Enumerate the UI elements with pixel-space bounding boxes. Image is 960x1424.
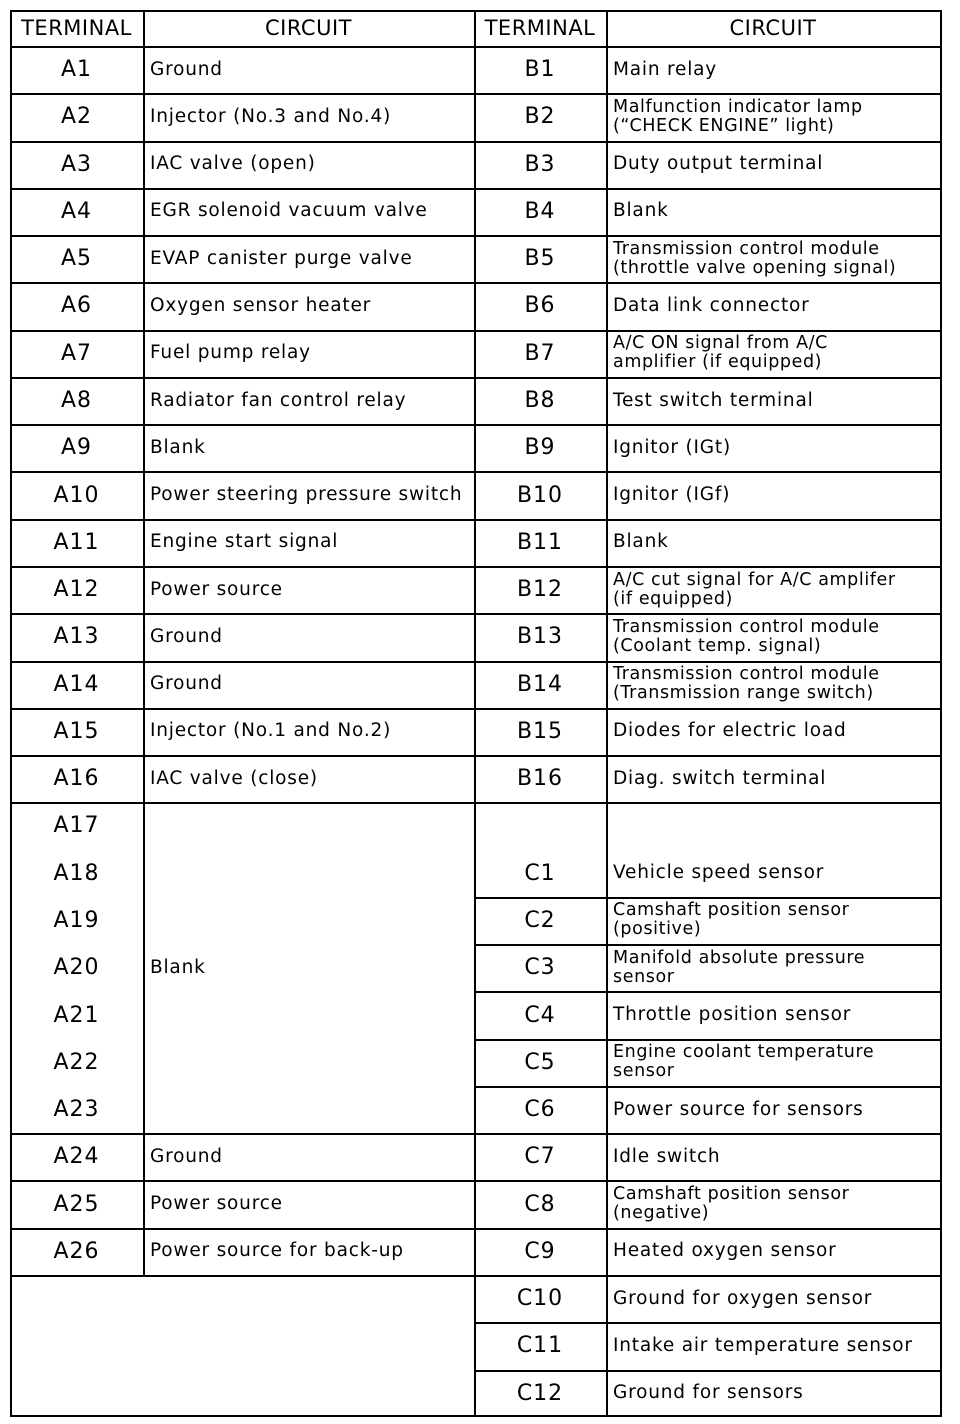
terminal-cell: C8 (524, 1191, 556, 1217)
terminal-cell: A12 (53, 577, 100, 603)
circuit-cell: Blank (613, 531, 669, 553)
terminal-cell: B11 (516, 529, 564, 555)
terminal-cell: B3 (524, 151, 556, 177)
terminal-cell: B8 (524, 388, 556, 413)
circuit-cell: Ground (150, 673, 223, 695)
circuit-cell: Test switch terminal (613, 389, 814, 411)
header-terminal-left: TERMINAL (21, 16, 132, 40)
circuit-cell: EGR solenoid vacuum valve (150, 200, 428, 222)
circuit-cell: Main relay (613, 58, 718, 80)
circuit-cell: Oxygen sensor heater (150, 294, 372, 316)
circuit-cell: Transmission control module (Coolant temp. signal) (613, 616, 880, 656)
circuit-cell: Throttle position sensor (613, 1004, 852, 1026)
terminal-cell: A25 (53, 1191, 100, 1217)
terminal-cell: A21 (53, 1002, 100, 1028)
row-rule (474, 802, 940, 804)
terminal-cell: C11 (516, 1333, 564, 1359)
terminal-cell: A18 (53, 860, 100, 886)
terminal-cell: A22 (53, 1049, 100, 1075)
terminal-cell: B15 (516, 718, 564, 744)
circuit-cell: Camshaft position sensor (positive) (613, 900, 850, 940)
terminal-cell: C5 (524, 1049, 556, 1075)
circuit-cell: Injector (No.3 and No.4) (150, 105, 392, 127)
terminal-cell: A11 (53, 529, 100, 555)
circuit-cell: Idle switch (613, 1145, 721, 1167)
terminal-cell: B10 (516, 482, 564, 508)
circuit-cell: Transmission control module (Transmission range switch) (613, 664, 880, 704)
circuit-cell: Ground for sensors (613, 1382, 804, 1404)
terminal-cell: A19 (53, 907, 100, 933)
terminal-cell: C3 (524, 955, 556, 981)
terminal-cell: A3 (60, 151, 93, 177)
circuit-cell: Injector (No.1 and No.2) (150, 720, 392, 742)
circuit-cell: Manifold absolute pressure sensor (613, 947, 866, 987)
circuit-cell: Power source for back-up (150, 1240, 404, 1262)
terminal-cell: C2 (524, 907, 556, 933)
circuit-cell: A/C ON signal from A/C amplifier (if equipped) (613, 333, 828, 373)
terminal-cell: A5 (60, 246, 93, 272)
circuit-cell: Power source (150, 1193, 283, 1215)
terminal-cell: A17 (53, 813, 100, 839)
circuit-cell: Engine start signal (150, 531, 339, 553)
terminal-cell: C6 (524, 1097, 556, 1123)
circuit-cell: Power steering pressure switch (150, 484, 463, 506)
terminal-cell: C12 (516, 1380, 564, 1406)
terminal-cell: C9 (524, 1238, 556, 1264)
terminal-cell: A26 (53, 1238, 100, 1264)
terminal-cell: B12 (516, 577, 564, 603)
terminal-cell: A16 (53, 766, 100, 792)
circuit-cell: Fuel pump relay (150, 342, 311, 364)
circuit-cell: Data link connector (613, 294, 810, 316)
circuit-cell: Engine coolant temperature sensor (613, 1042, 875, 1082)
terminal-cell: A24 (53, 1144, 100, 1170)
circuit-cell-merged: Blank (150, 956, 206, 978)
circuit-cell: Intake air temperature sensor (613, 1334, 913, 1356)
circuit-cell: Power source (150, 578, 283, 600)
terminal-cell: B13 (516, 624, 564, 650)
circuit-cell: Diodes for electric load (613, 720, 847, 742)
terminal-cell: A13 (53, 624, 100, 650)
header-circuit-right: CIRCUIT (729, 16, 817, 40)
circuit-cell: Blank (150, 436, 206, 458)
terminal-cell: B9 (524, 435, 556, 461)
circuit-cell: Ground (150, 625, 223, 647)
terminal-cell: A1 (60, 57, 93, 83)
terminal-cell: B5 (524, 246, 556, 272)
circuit-cell: Radiator fan control relay (150, 389, 407, 411)
circuit-cell: Ground for oxygen sensor (613, 1287, 873, 1309)
terminal-cell: A8 (60, 388, 93, 413)
terminal-cell: B1 (524, 57, 556, 83)
terminal-cell: A2 (60, 104, 93, 130)
header-circuit-left: CIRCUIT (265, 16, 352, 40)
circuit-cell: Camshaft position sensor (negative) (613, 1184, 850, 1224)
terminal-cell: A4 (60, 198, 93, 224)
terminal-cell: A14 (53, 671, 100, 697)
terminal-cell: B16 (516, 766, 564, 792)
circuit-cell: EVAP canister purge valve (150, 247, 413, 269)
circuit-cell: IAC valve (open) (150, 153, 316, 175)
terminal-cell: C7 (524, 1144, 556, 1170)
terminal-cell: B7 (524, 340, 556, 366)
circuit-cell: Transmission control module (throttle valve opening signal) (613, 238, 897, 278)
circuit-cell: Malfunction indicator lamp (“CHECK ENGINE” light) (613, 96, 863, 136)
circuit-cell: Duty output terminal (613, 153, 824, 175)
table-border-right (940, 10, 942, 1417)
circuit-cell: Ignitor (IGt) (613, 436, 732, 458)
terminal-cell: A10 (53, 482, 100, 508)
terminal-cell: B6 (524, 293, 556, 319)
terminal-cell: A7 (60, 340, 93, 366)
circuit-cell: Ignitor (IGf) (613, 484, 731, 506)
circuit-cell: Diag. switch terminal (613, 767, 827, 789)
terminal-cell: B4 (524, 198, 556, 224)
terminal-cell: A6 (60, 293, 93, 319)
circuit-cell: Vehicle speed sensor (613, 862, 825, 884)
terminal-cell: A20 (53, 955, 100, 981)
row-rule (10, 1275, 474, 1277)
terminal-cell: C10 (516, 1286, 564, 1312)
circuit-cell: Ground (150, 1145, 223, 1167)
header-terminal-right: TERMINAL (484, 16, 596, 40)
circuit-cell: Ground (150, 58, 223, 80)
circuit-cell: IAC valve (close) (150, 767, 318, 789)
terminal-cell: B2 (524, 104, 556, 130)
circuit-cell: Heated oxygen sensor (613, 1240, 837, 1262)
terminal-cell: C1 (524, 860, 556, 886)
terminal-cell: A15 (53, 718, 100, 744)
terminal-cell: A9 (60, 435, 93, 461)
terminal-cell: A23 (53, 1097, 100, 1123)
circuit-cell: A/C cut signal for A/C amplifer (if equipped) (613, 569, 896, 609)
terminal-cell: C4 (524, 1002, 556, 1028)
circuit-cell: Blank (613, 200, 669, 222)
terminal-cell: B14 (516, 671, 564, 697)
circuit-cell: Power source for sensors (613, 1098, 864, 1120)
